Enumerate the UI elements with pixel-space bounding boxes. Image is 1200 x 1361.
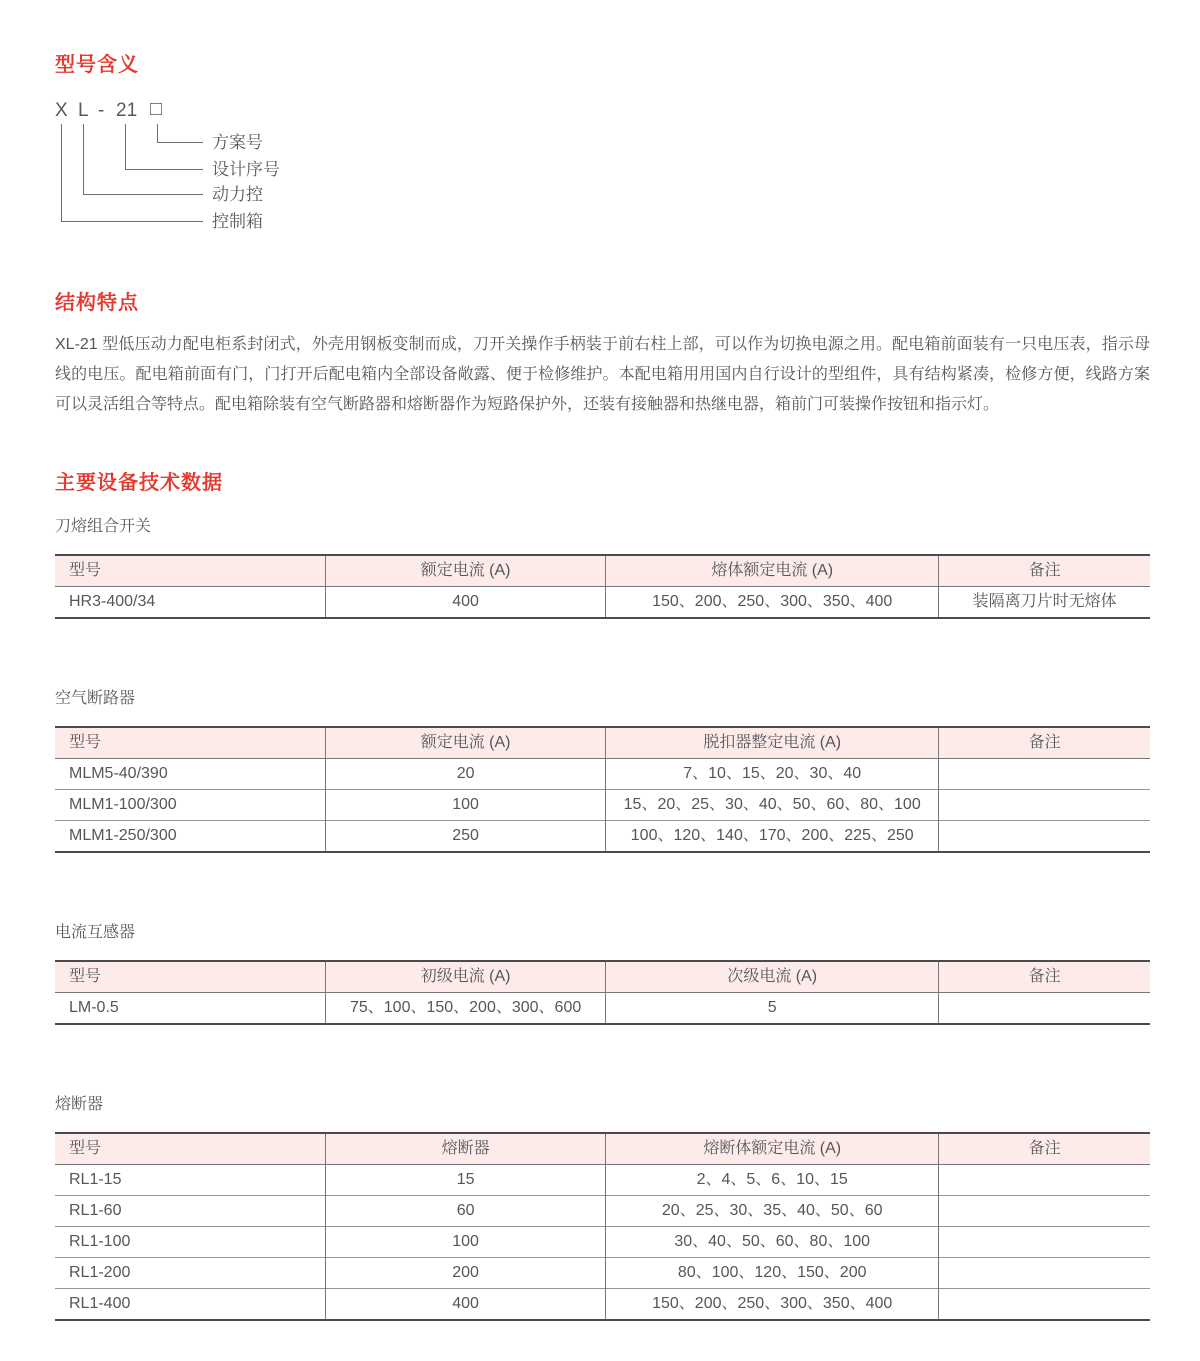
table-cell: 150、200、250、300、350、400 [606, 1289, 939, 1321]
column-header: 初级电流 (A) [325, 961, 605, 993]
column-header: 型号 [55, 961, 325, 993]
table-row [55, 790, 1150, 821]
table-cell: 15 [325, 1165, 605, 1196]
table-cell: 5 [606, 993, 939, 1025]
table-row [55, 821, 1150, 853]
structure-features-paragraph: XL-21 型低压动力配电柜系封闭式，外壳用钢板变制而成，刀开关操作手柄装于前右柱上部，可以作为切换电源之用。配电箱前面装有一只电压表，指示母线的电压。配电箱前面有门，门打开后配电箱内全部设备敞露、便于检修维护。本配电箱用用国内自行设计的型组件，具有结构紧凑，检修方便，线路方案可以灵活组合等特点。配电箱除装有空气断路器和熔断器作为短路保护外，还装有接触器和热继电器，箱前门可装操作按钮和指示灯。 [55, 336, 1150, 413]
table-cell: 400 [325, 1289, 605, 1321]
model-code-part: X [55, 100, 68, 121]
spec-table [55, 960, 1150, 1025]
table-cell: 100 [325, 790, 605, 821]
table-cell [939, 1227, 1150, 1258]
table-cell: 60 [325, 1196, 605, 1227]
table-header-row [55, 727, 1150, 759]
table-cell: 装隔离刀片时无熔体 [939, 587, 1150, 619]
spec-table [55, 1132, 1150, 1321]
table-header-row [55, 961, 1150, 993]
table-cell: 250 [325, 821, 605, 853]
model-code-part: □ [150, 98, 163, 120]
tech-data-heading: 主要设备技术数据 [55, 472, 223, 494]
table-cell: RL1-100 [55, 1227, 325, 1258]
table-row [55, 1227, 1150, 1258]
table-cell [939, 1289, 1150, 1321]
table-section [55, 1091, 1150, 1321]
table-cell [939, 790, 1150, 821]
table-row [55, 587, 1150, 619]
column-header: 备注 [939, 1133, 1150, 1165]
table-cell [939, 1165, 1150, 1196]
column-header: 熔断体额定电流 (A) [606, 1133, 939, 1165]
table-cell [939, 759, 1150, 790]
table-cell: 400 [325, 587, 605, 619]
table-cell [939, 1196, 1150, 1227]
table-cell: 30、40、50、60、80、100 [606, 1227, 939, 1258]
table-row [55, 1258, 1150, 1289]
model-meaning-heading: 型号含义 [55, 54, 139, 76]
table-cell: 100、120、140、170、200、225、250 [606, 821, 939, 853]
table-cell: MLM5-40/390 [69, 765, 168, 782]
model-code-diagram [55, 100, 1150, 240]
table-cell: 7、10、15、20、30、40 [606, 759, 939, 790]
column-header: 型号 [55, 1133, 325, 1165]
table-cell: 20 [325, 759, 605, 790]
table-header-row [55, 555, 1150, 587]
table-cell: 2、4、5、6、10、15 [606, 1165, 939, 1196]
column-header: 脱扣器整定电流 (A) [606, 727, 939, 759]
table-section [55, 513, 1150, 619]
model-code-label: 动力控 [212, 185, 263, 204]
column-header: 备注 [939, 555, 1150, 587]
table-cell: 75、100、150、200、300、600 [325, 993, 605, 1025]
table-header-row [55, 1133, 1150, 1165]
model-code-label: 方案号 [212, 133, 263, 152]
table-section [55, 919, 1150, 1025]
table-cell [939, 821, 1150, 853]
column-header: 熔体额定电流 (A) [606, 555, 939, 587]
column-header: 备注 [939, 961, 1150, 993]
model-code-label: 设计序号 [212, 160, 280, 179]
model-code-label: 控制箱 [212, 212, 263, 231]
column-header: 型号 [55, 555, 325, 587]
table-section-title: 电流互感器 [55, 924, 136, 941]
spec-table-sections [55, 513, 1150, 1321]
table-cell: 80、100、120、150、200 [606, 1258, 939, 1289]
table-cell: MLM1-100/300 [55, 790, 325, 821]
spec-table [55, 726, 1150, 853]
table-row [55, 759, 1150, 790]
column-header: 熔断器 [325, 1133, 605, 1165]
table-cell [939, 993, 1150, 1025]
model-code-part: L [78, 100, 89, 121]
table-cell: MLM1-250/300 [55, 821, 325, 853]
table-section-title: 熔断器 [55, 1096, 104, 1113]
table-cell: 150、200、250、300、350、400 [606, 587, 939, 619]
table-row [55, 1196, 1150, 1227]
table-cell: HR3-400/34 [69, 593, 156, 610]
table-row [55, 1165, 1150, 1196]
model-code-part: - [98, 100, 105, 121]
column-header: 备注 [939, 727, 1150, 759]
spec-table [55, 554, 1150, 619]
table-section-title: 刀熔组合开关 [55, 518, 152, 535]
model-code-part: 21 [116, 100, 138, 121]
column-header: 额定电流 (A) [325, 555, 605, 587]
table-cell: 15、20、25、30、40、50、60、80、100 [606, 790, 939, 821]
table-cell: 100 [325, 1227, 605, 1258]
column-header: 次级电流 (A) [606, 961, 939, 993]
table-cell: 200 [325, 1258, 605, 1289]
table-row [55, 1289, 1150, 1321]
table-cell: RL1-15 [69, 1171, 122, 1188]
table-section-title: 空气断路器 [55, 690, 136, 707]
structure-features-heading: 结构特点 [55, 292, 139, 314]
table-cell: RL1-400 [55, 1289, 325, 1321]
table-section [55, 685, 1150, 853]
table-cell: 20、25、30、35、40、50、60 [606, 1196, 939, 1227]
table-cell: LM-0.5 [69, 999, 119, 1016]
table-cell: RL1-60 [55, 1196, 325, 1227]
table-row [55, 993, 1150, 1025]
column-header: 型号 [55, 727, 325, 759]
table-cell [939, 1258, 1150, 1289]
column-header: 额定电流 (A) [325, 727, 605, 759]
table-cell: RL1-200 [55, 1258, 325, 1289]
